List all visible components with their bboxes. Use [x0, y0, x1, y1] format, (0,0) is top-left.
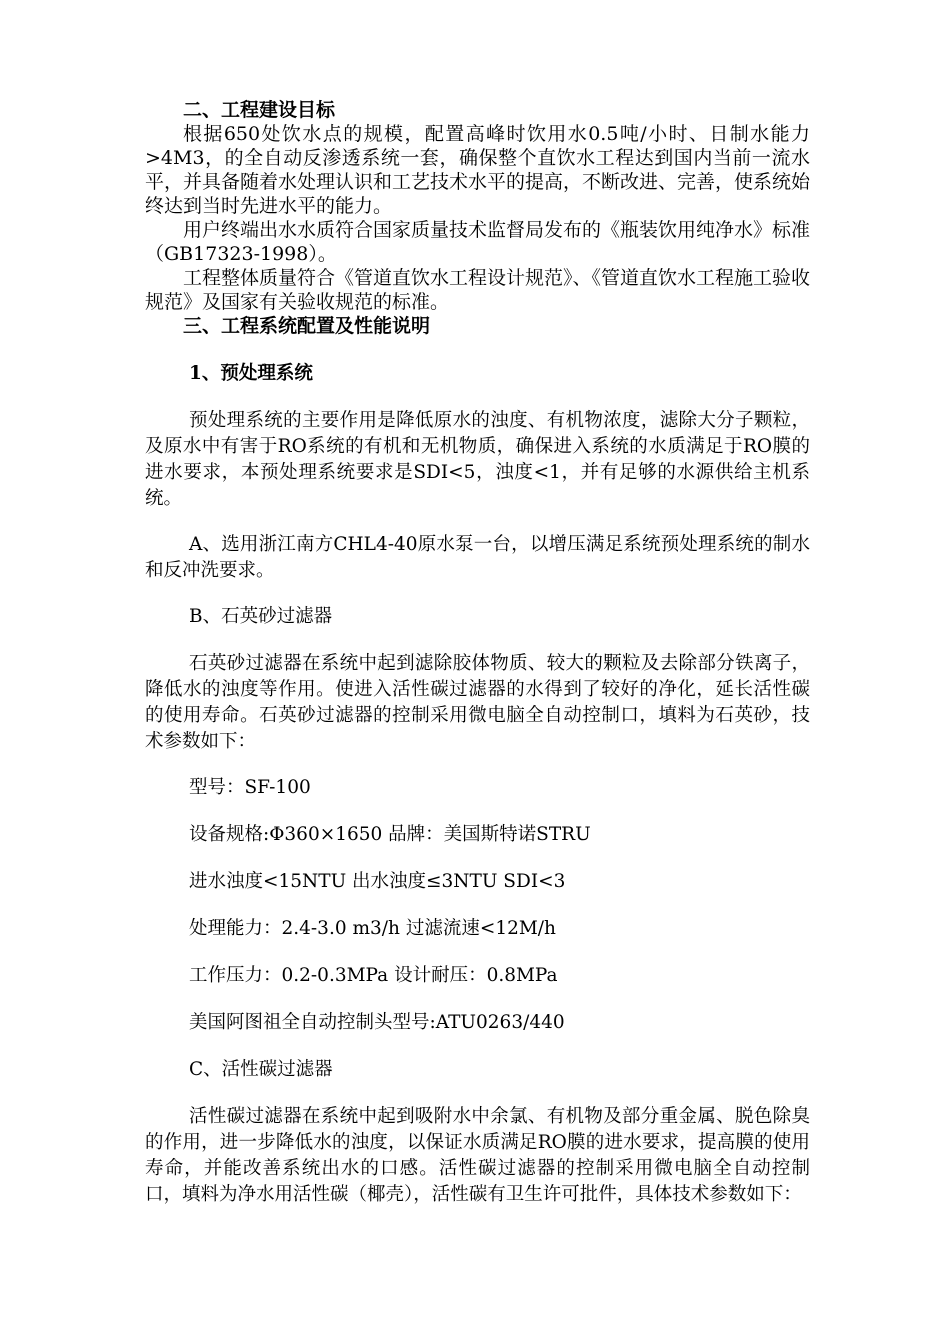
section2-paragraph-1: 根据650处饮水点的规模，配置高峰时饮用水0.5吨/小时、日制水能力>4M3，的全自动反渗透系统一套，确保整个直饮水工程达到国内当前一流水平，并具备随着水处理认识和工艺技术水平的提高，不断改进、完善，使系统始终达到当时先进水平的能力。 [145, 123, 811, 217]
subsection-pretreatment-heading: 1、预处理系统 [189, 363, 313, 384]
document-page [145, 98, 810, 1228]
item-c-title: C、活性碳过滤器 [189, 1059, 333, 1080]
param-capacity: 处理能力：2.4-3.0 m3/h 过滤流速<12M/h [189, 918, 556, 939]
section2-heading: 二、工程建设目标 [183, 99, 336, 121]
section2-paragraph-3: 工程整体质量符合《管道直饮水工程设计规范》、《管道直饮水工程施工验收规范》及国家有关验收规范的标准。 [145, 267, 811, 313]
section2-paragraph-2: 用户终端出水水质符合国家质量技术监督局发布的《瓶装饮用纯净水》标准（GB17323-1998）。 [145, 219, 811, 265]
param-model: 型号：SF-100 [189, 777, 311, 798]
param-pressure: 工作压力：0.2-0.3MPa 设计耐压：0.8MPa [189, 965, 558, 986]
param-control-head: 美国阿图祖全自动控制头型号:ATU0263/440 [189, 1012, 565, 1033]
param-spec: 设备规格:Φ360×1650 品牌：美国斯特诺STRU [189, 824, 591, 845]
item-c-description: 活性碳过滤器在系统中起到吸附水中余氯、有机物及部分重金属、脱色除臭的作用，进一步降低水的浊度，以保证水质满足RO膜的进水要求，提高膜的使用寿命，并能改善系统出水的口感。活性碳过滤器的控制采用微电脑全自动控制口，填料为净水用活性碳（椰壳），活性碳有卫生许可批件，具体技术参数如下： [145, 1106, 810, 1205]
param-turbidity: 进水浊度<15NTU 出水浊度≤3NTU SDI<3 [189, 871, 566, 892]
item-a-paragraph: A、选用浙江南方CHL4-40原水泵一台，以增压满足系统预处理系统的制水和反冲洗要求。 [145, 534, 810, 581]
pretreatment-intro: 预处理系统的主要作用是降低原水的浊度、有机物浓度，滤除大分子颗粒，及原水中有害于RO系统的有机和无机物质，确保进入系统的水质满足于RO膜的进水要求，本预处理系统要求是SDI<5，浊度<1，并有足够的水源供给主机系统。 [145, 410, 810, 509]
item-b-description: 石英砂过滤器在系统中起到滤除胶体物质、较大的颗粒及去除部分铁离子，降低水的浊度等作用。使进入活性碳过滤器的水得到了较好的净化，延长活性碳的使用寿命。石英砂过滤器的控制采用微电脑全自动控制口，填料为石英砂，技术参数如下： [145, 653, 810, 752]
item-b-title: B、石英砂过滤器 [189, 606, 333, 627]
section3-heading: 三、工程系统配置及性能说明 [183, 315, 431, 337]
